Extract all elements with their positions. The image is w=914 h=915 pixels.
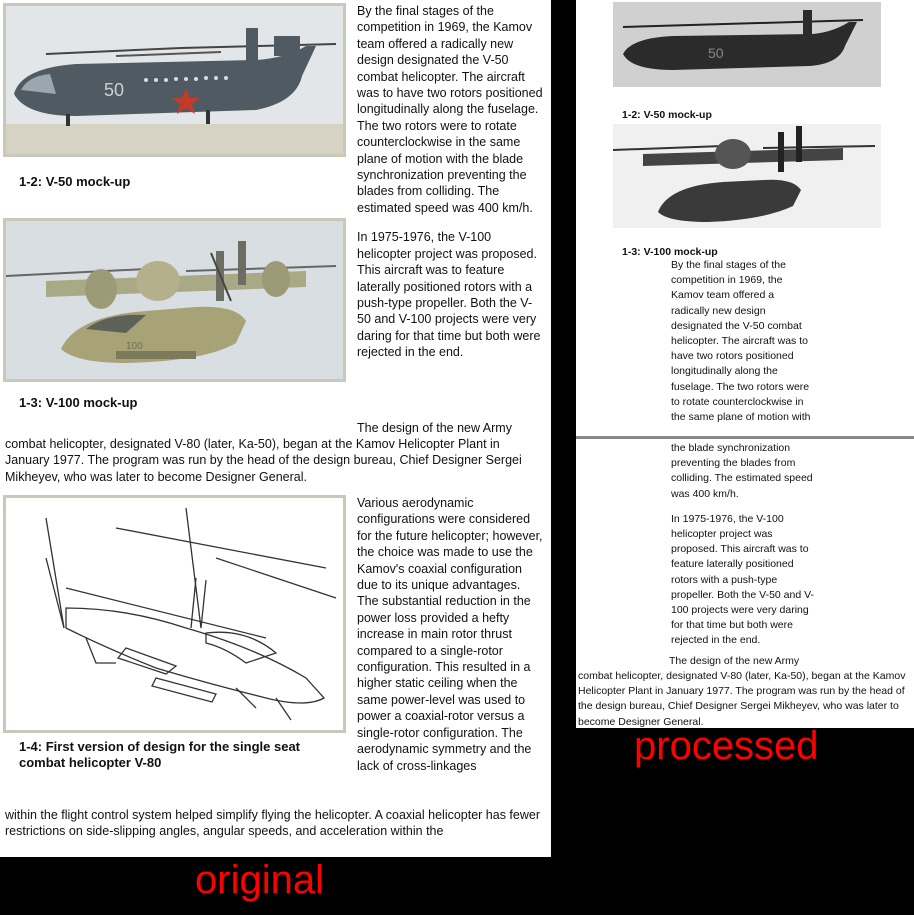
text-line: rejected in the end. xyxy=(671,634,761,647)
text-line: preventing the blades from xyxy=(671,457,796,470)
paragraph-v80-start: The design of the new Army xyxy=(357,421,512,435)
paragraph-aerodynamics: Various aerodynamic configurations were considered for the future helicopter; however, the choice was made to use the Kamov's coaxial configuration due to its unique advantages. The substantial reduction in the power loss provided a hefty increase in main rotor thrust compared to a single-rotor configuration. This resulted in a higher static ceiling when the same power-level was used to power a coaxial-rotor versus a single-rotor configuration. The aerodynamic symmetry and the lack of cross-linkages xyxy=(357,496,543,773)
text-line: to rotate counterclockwise in xyxy=(671,395,804,408)
text-line: designated the V-50 combat xyxy=(671,319,802,332)
text-line: In 1975-1976, the V-100 xyxy=(671,512,784,525)
caption-v100: 1-3: V-100 mock-up xyxy=(19,395,138,410)
text-line: proposed. This aircraft was to xyxy=(671,543,809,556)
text-line: the blade synchronization xyxy=(671,442,791,454)
v50-photo xyxy=(3,3,346,157)
caption-v50: 1-2: V-50 mock-up xyxy=(19,174,131,189)
paragraph-v80: combat helicopter, designated V-80 (later, Ka-50), began at the Kamov Helicopter Plant in January 1977. The program was run by the head of the design bureau, Chief Designer Sergei Mikheyev, who was later to become Designer General. xyxy=(5,437,522,484)
paragraph-v100: In 1975-1976, the V-100 helicopter project was proposed. This aircraft was to feature laterally positioned rotors with a push-type propeller. Both the V-50 and V-100 projects were very daring for that time but both were rejected in the end. xyxy=(357,230,541,360)
text-line: for that time but both were xyxy=(671,619,793,632)
v80-illustration xyxy=(6,498,343,730)
text-line: the same plane of motion with xyxy=(671,411,811,424)
text-line: By the final stages of the xyxy=(671,259,786,271)
processed-v50-illustration xyxy=(613,2,881,87)
text-line: competition in 1969, the xyxy=(671,274,783,287)
processed-page1-text xyxy=(671,258,871,425)
paragraph-v50: By the final stages of the competition in 1969, the Kamov team offered a radically new design designated the V-50 combat helicopter. The aircraft was to have two rotors positioned longitudinally along the fuselage. The two rotors were to rotate counterclockwise in the same plane of motion with the blade synchronization preventing the blades from colliding. The estimated speed was 400 km/h. xyxy=(357,4,543,215)
text-line: feature laterally positioned xyxy=(671,558,794,571)
processed-v100-photo xyxy=(613,124,881,228)
v80-sketch xyxy=(3,495,346,733)
v100-illustration xyxy=(6,221,343,379)
text-line: was 400 km/h. xyxy=(671,487,739,500)
processed-page-2 xyxy=(576,439,914,728)
text-column-top xyxy=(357,3,544,361)
caption-v80: 1-4: First version of design for the single seat combat helicopter V-80 xyxy=(19,739,301,770)
v100-number-label: 100 xyxy=(126,341,143,352)
text-line: 100 projects were very daring xyxy=(671,604,809,617)
processed-v50-number-label: 50 xyxy=(708,45,724,61)
processed-page2-text xyxy=(671,441,871,649)
text-line: longitudinally along the xyxy=(671,365,778,378)
v100-photo xyxy=(3,218,346,382)
processed-v100-illustration xyxy=(613,124,881,228)
text-line: rotors with a push-type xyxy=(671,573,778,586)
processed-label: processed xyxy=(634,724,819,768)
text-line: colliding. The estimated speed xyxy=(671,472,813,485)
processed-v50-photo xyxy=(613,2,881,87)
text-line: propeller. Both the V-50 and V- xyxy=(671,588,815,601)
processed-v80-start: The design of the new Army xyxy=(669,655,800,667)
v50-illustration xyxy=(6,6,343,154)
processed-v80-paragraph: combat helicopter, designated V-80 (later, Ka-50), began at the Kamov Helicopter Plant in January 1977. The program was run by the head of the design bureau, Chief Designer Sergei Mikheyev, who was later to become Designer General. xyxy=(578,670,906,728)
processed-caption-v100: 1-3: V-100 mock-up xyxy=(622,246,718,258)
processed-page-1 xyxy=(576,0,914,436)
original-label: original xyxy=(195,858,324,902)
paragraph-aerodynamics-tail: within the flight control system helped simplify flying the helicopter. A coaxial helicopter has fewer restrictions on side-slipping angles, angular speeds, and acceleration within the xyxy=(5,808,540,839)
text-line: helicopter. The aircraft was to xyxy=(671,335,808,348)
text-line: radically new design xyxy=(671,304,766,317)
text-line: have two rotors positioned xyxy=(671,350,794,363)
text-line: Kamov team offered a xyxy=(671,289,775,302)
text-line: fuselage. The two rotors were xyxy=(671,380,810,393)
text-line: helicopter project was xyxy=(671,528,773,541)
v50-number-label: 50 xyxy=(104,80,125,100)
processed-caption-v50: 1-2: V-50 mock-up xyxy=(622,109,712,121)
